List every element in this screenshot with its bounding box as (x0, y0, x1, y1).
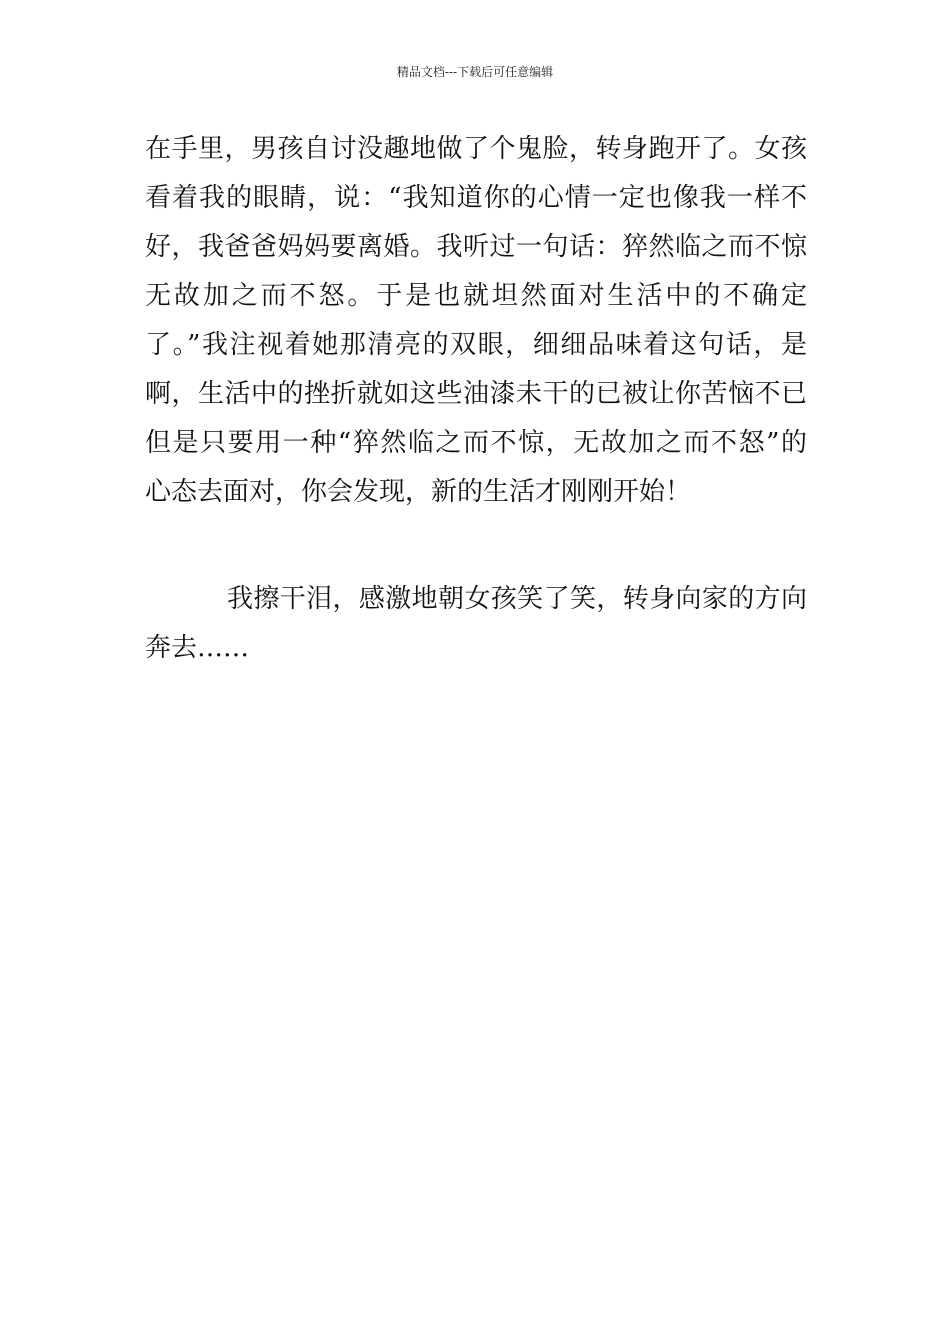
paragraph-1 (145, 125, 807, 517)
text-line: 了。”我注视着她那清亮的双眼，细细品味着这句话，是 (145, 330, 807, 360)
text-line: 看着我的眼睛，说：“我知道你的心情一定也像我一样不 (145, 183, 807, 213)
text-line: 啊，生活中的挫折就如这些油漆未干的已被让你苦恼不已 (145, 379, 807, 409)
text-line: 心态去面对，你会发现，新的生活才刚刚开始！ (145, 477, 692, 507)
text-line: 好，我爸爸妈妈要离婚。我听过一句话：猝然临之而不惊 (145, 232, 807, 262)
text-line: 但是只要用一种“猝然临之而不惊，无故加之而不怒”的 (145, 428, 807, 458)
text-line: 奔去…… (145, 633, 250, 663)
text-line: 我擦干泪，感激地朝女孩笑了笑，转身向家的方向 (227, 584, 807, 614)
text-line: 无故加之而不怒。于是也就坦然面对生活中的不确定 (145, 281, 807, 311)
page-header: 精品文档---下载后可任意编辑 (396, 65, 554, 79)
text-line: 在手里，男孩自讨没趣地做了个鬼脸，转身跑开了。女孩 (145, 134, 807, 164)
paragraph-2 (145, 575, 807, 673)
